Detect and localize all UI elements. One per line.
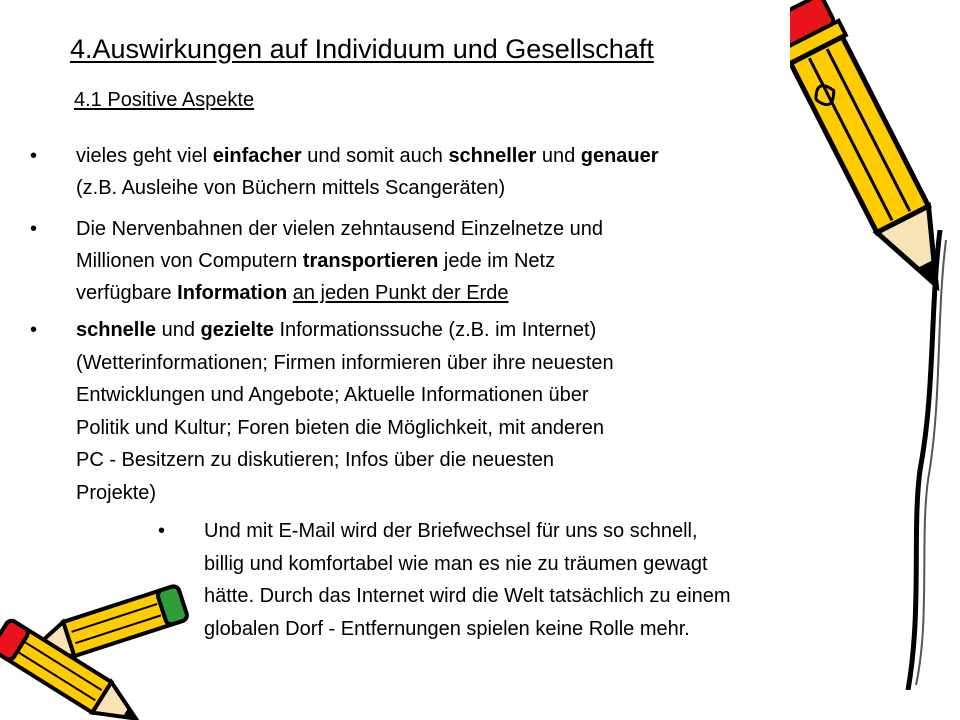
bullet-line: hätte. Durch das Internet wird die Welt tatsächlich zu einem — [204, 585, 731, 608]
text-run: verfügbare — [76, 282, 178, 304]
bold-text: genauer — [580, 145, 659, 167]
bullet-marker: • — [30, 218, 38, 240]
bullet-line: PC - Besitzern zu diskutieren; Infos über die neuesten — [76, 449, 555, 472]
bullet-marker: • — [158, 520, 166, 542]
bullet-line: (Wetterinformationen; Firmen informieren über ihre neuesten — [76, 351, 614, 374]
bullet-point-4 — [158, 515, 731, 645]
bullet-line — [76, 314, 614, 347]
bullet-point-2 — [30, 213, 604, 309]
text-run: jede im Netz — [438, 250, 556, 272]
text-run: und — [156, 319, 201, 341]
bullet-line: (z.B. Ausleihe von Büchern mittels Scangeräten) — [76, 177, 506, 199]
bold-text: transportieren — [302, 250, 439, 272]
pencils-bottom-left-icon — [0, 575, 200, 720]
text-run: und — [536, 145, 581, 167]
bold-text: gezielte — [200, 319, 274, 341]
slide-title: 4.Auswirkungen auf Individuum und Gesellschaft — [70, 34, 654, 64]
bullet-marker: • — [30, 319, 38, 341]
slide-subtitle: 4.1 Positive Aspekte — [74, 89, 255, 111]
bullet-line: globalen Dorf - Entfernungen spielen keine Rolle mehr. — [204, 617, 690, 640]
bullet-line: Die Nervenbahnen der vielen zehntausend Einzelnetze und — [76, 218, 604, 240]
text-run: Millionen von Computern — [76, 250, 303, 272]
bullet-line — [76, 277, 603, 309]
bullet-line — [76, 245, 603, 277]
bullet-point-3 — [30, 314, 614, 510]
underlined-text: an jeden Punkt der Erde — [292, 282, 509, 304]
bold-text: Information — [177, 282, 288, 304]
bullet-marker: • — [30, 145, 38, 167]
text-run: und somit auch — [301, 145, 449, 167]
bullet-line: Projekte) — [76, 481, 157, 504]
text-run: Informationssuche (z.B. im Internet) — [273, 319, 597, 341]
bullet-line — [76, 140, 659, 172]
bold-text: einfacher — [212, 145, 302, 167]
bold-text: schnelle — [76, 319, 157, 341]
bullet-line: Und mit E-Mail wird der Briefwechsel für uns so schnell, — [204, 520, 698, 542]
decorative-stroke-icon — [900, 230, 950, 690]
bullet-line: billig und komfortabel wie man es nie zu träumen gewagt — [204, 552, 708, 575]
bullet-point-1 — [30, 140, 659, 204]
text-run: vieles geht viel — [76, 145, 213, 167]
bullet-line: Entwicklungen und Angebote; Aktuelle Informationen über — [76, 384, 589, 407]
bold-text: schneller — [448, 145, 537, 167]
bullet-line: Politik und Kultur; Foren bieten die Möglichkeit, mit anderen — [76, 416, 605, 439]
